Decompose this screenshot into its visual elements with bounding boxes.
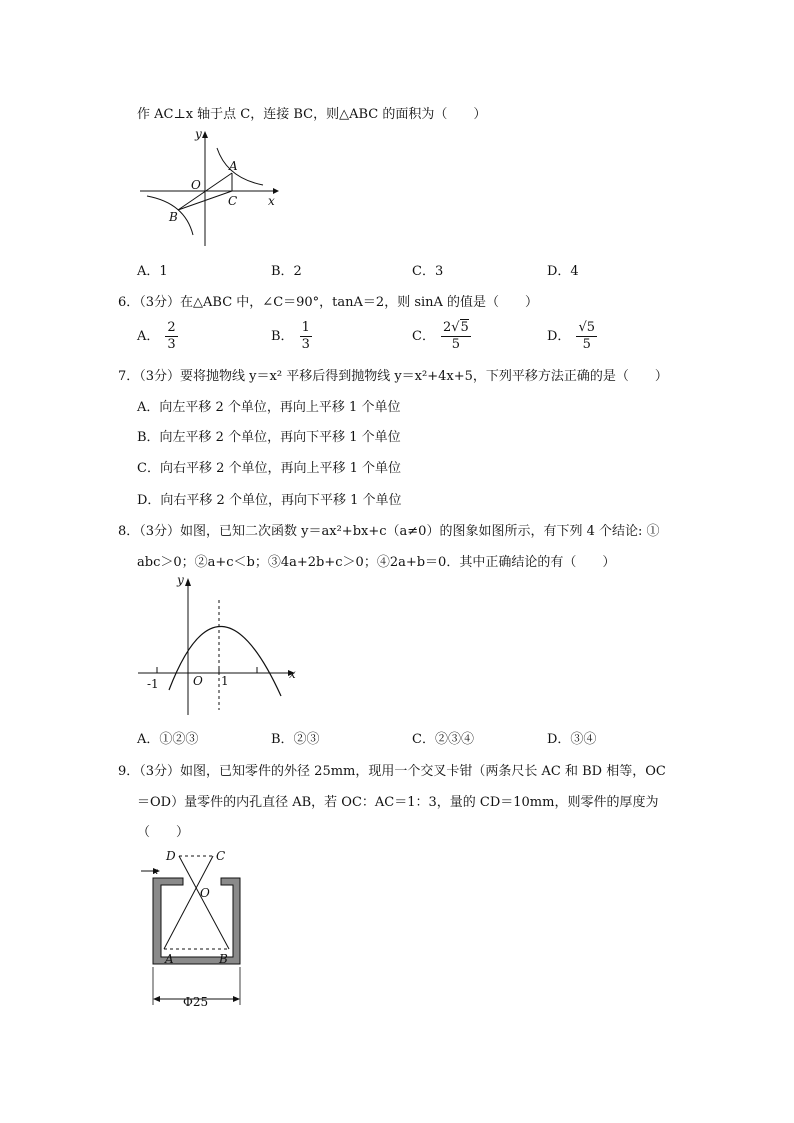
q7-stem: 7．（3分）要将抛物线 y＝x² 平移后得到抛物线 y＝x²+4x+5，下列平移方法正确的是（ ） bbox=[118, 369, 668, 384]
q9-figure bbox=[133, 843, 253, 1013]
q6-option-a: A． $\frac{2}{3}$ bbox=[137, 320, 176, 352]
q5-option-d: D．4 bbox=[547, 264, 579, 279]
q6-option-d: D． $\frac{√5}{5}$ bbox=[547, 320, 595, 352]
q5-fig-x-label: x bbox=[268, 194, 275, 208]
q8-fig-one-label: 1 bbox=[221, 674, 229, 688]
q8-fig-y-label: y bbox=[177, 573, 184, 587]
q9-fig-d-label: D bbox=[166, 849, 176, 863]
q7-option-c: C．向右平移 2 个单位，再向上平移 1 个单位 bbox=[137, 461, 402, 476]
q5-option-b: B．2 bbox=[271, 264, 302, 279]
q6-stem: 6．（3分）在△ABC 中，∠C＝90°，tanA＝2，则 sinA 的值是（ ） bbox=[118, 295, 539, 310]
q5-fig-a-label: A bbox=[229, 159, 238, 173]
q6-option-b: B． $\frac{1}{3}$ bbox=[271, 320, 310, 352]
q5-fig-y-label: y bbox=[195, 128, 202, 141]
q6-option-c: C． $\frac{2√5}{5}$ bbox=[412, 320, 469, 352]
q8-fig-neg1-label: -1 bbox=[147, 677, 159, 691]
q8-option-d: D．③④ bbox=[547, 732, 597, 747]
q5-fig-o-label: O bbox=[191, 178, 201, 192]
q5-fig-c-label: C bbox=[228, 194, 238, 208]
q9-fig-x-label: x bbox=[153, 867, 159, 877]
q5-option-a: A．1 bbox=[137, 264, 168, 279]
q9-stem-line3: （ ） bbox=[137, 825, 190, 840]
q8-figure bbox=[133, 570, 303, 720]
q9-fig-c-label: C bbox=[216, 849, 226, 863]
q8-stem-line2: abc＞0；②a+c＜b；③4a+2b+c＞0；④2a+b＝0．其中正确结论的有（ ） bbox=[137, 555, 616, 570]
q9-stem-line1: 9．（3分）如图，已知零件的外径 25mm，现用一个交叉卡钳（两条尺长 AC 和 BD 相等，OC bbox=[118, 764, 666, 779]
q8-stem-line1: 8．（3分）如图，已知二次函数 y＝ax²+bx+c（a≠0）的图象如图所示，有下列 4 个结论: ① bbox=[118, 524, 660, 539]
q9-fig-a-label: A bbox=[165, 952, 174, 966]
q7-option-a: A．向左平移 2 个单位，再向上平移 1 个单位 bbox=[137, 400, 401, 415]
q5-fig-b-label: B bbox=[169, 210, 178, 224]
q9-fig-o-label: O bbox=[200, 886, 210, 900]
q9-stem-line2: ＝OD）量零件的内孔直径 AB，若 OC：AC＝1：3，量的 CD＝10mm，则零件的厚度为 bbox=[137, 795, 659, 810]
q7-option-d: D．向右平移 2 个单位，再向下平移 1 个单位 bbox=[137, 493, 402, 508]
q9-fig-b-label: B bbox=[219, 952, 228, 966]
q8-fig-o-label: O bbox=[193, 674, 203, 688]
q8-fig-x-label: x bbox=[289, 667, 296, 681]
q5-figure bbox=[135, 128, 280, 248]
q5-stem: 作 AC⊥x 轴于点 C，连接 BC，则△ABC 的面积为（ ） bbox=[137, 107, 487, 122]
q7-option-b: B．向左平移 2 个单位，再向下平移 1 个单位 bbox=[137, 430, 401, 445]
q8-option-a: A．①②③ bbox=[137, 732, 199, 747]
q5-option-c: C．3 bbox=[412, 264, 444, 279]
q9-fig-diameter-label: Φ25 bbox=[183, 995, 209, 1009]
q8-option-b: B．②③ bbox=[271, 732, 320, 747]
q8-option-c: C．②③④ bbox=[412, 732, 474, 747]
